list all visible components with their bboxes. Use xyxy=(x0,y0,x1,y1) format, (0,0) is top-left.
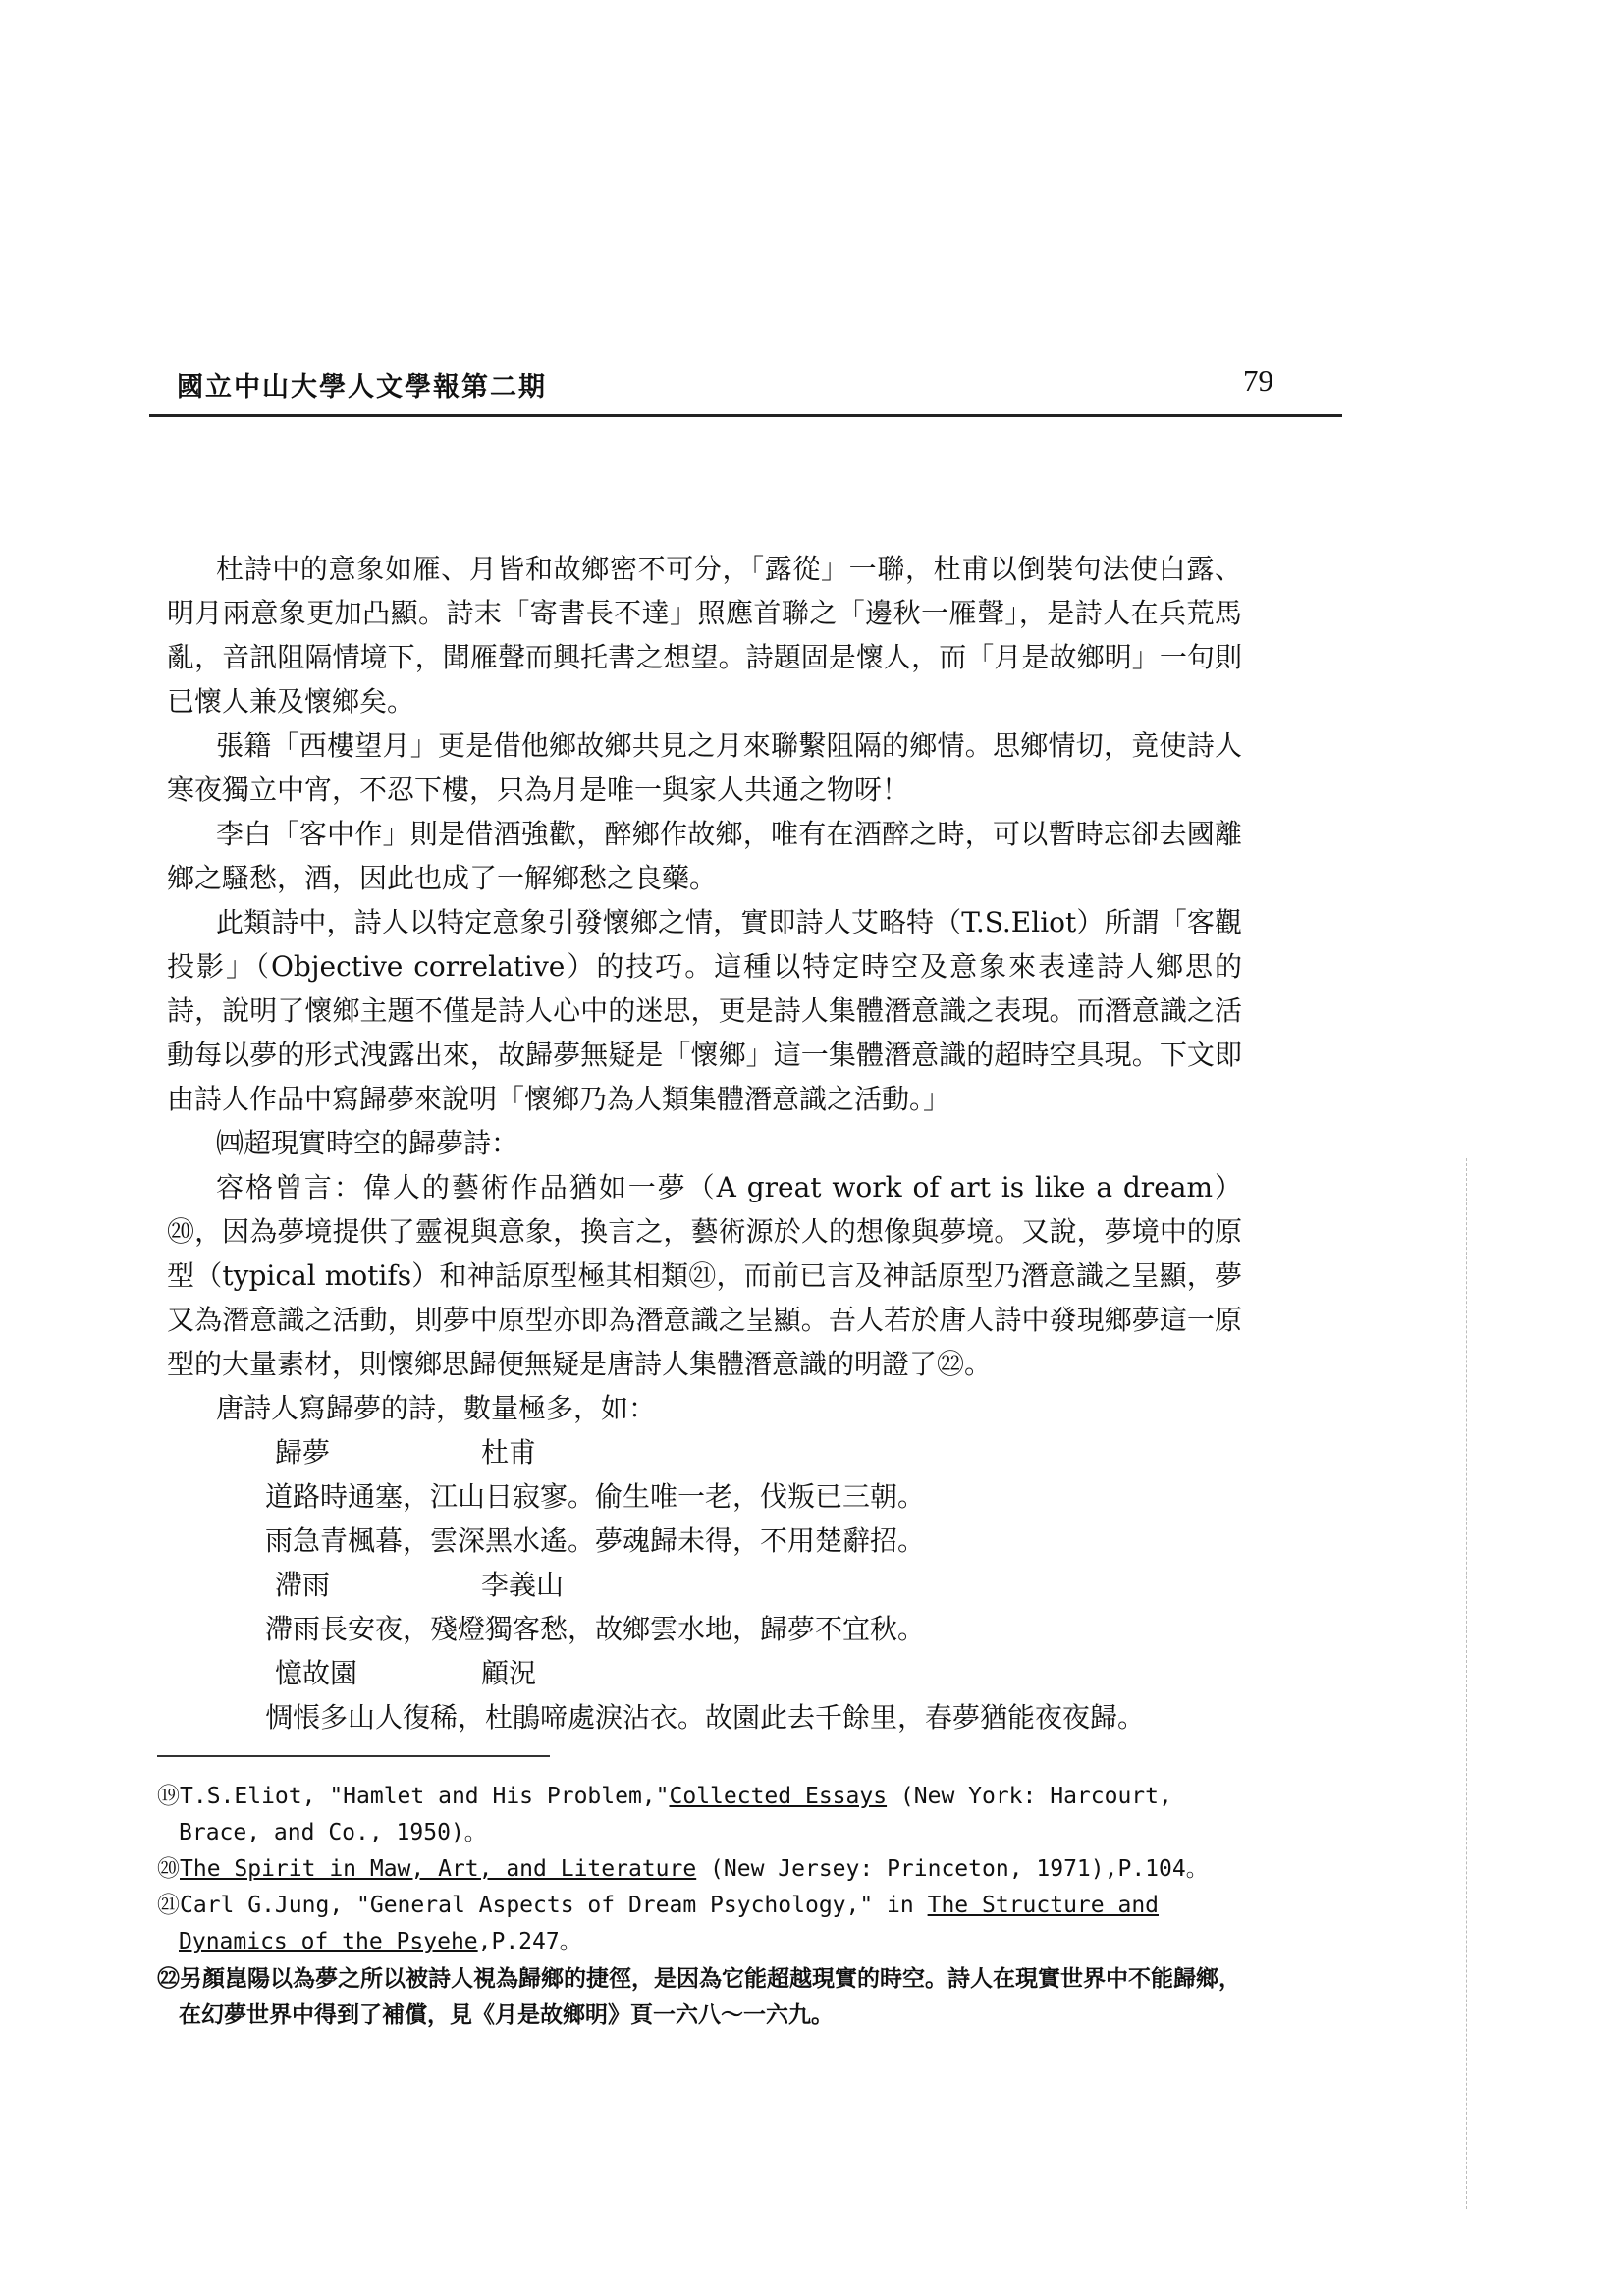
poem-title: 歸夢 xyxy=(275,1436,331,1468)
page-number: 79 xyxy=(1243,363,1273,398)
paragraph-jung: 容格曾言：偉人的藝術作品猶如一夢（A great work of art is like a dream）⑳，因為夢境提供了靈視與意象，換言之，藝術源於人的想像與夢境。又說，夢境中的原型（typical motifs）和神話原型極其相類㉑，而前已言及神話原型乃潛意識之呈顯，夢又為潛意識之活動，則夢中原型亦即為潛意識之呈顯。吾人若於唐人詩中發現鄉夢這一原型的大量素材，則懷鄉思歸便無疑是唐詩人集體潛意識的明證了㉒。 xyxy=(167,1171,1242,1380)
paragraph-objective-correlative: 此類詩中，詩人以特定意象引發懷鄉之情，實即詩人艾略特（T.S.Eliot）所謂「客觀投影」（Objective correlative）的技巧。這種以特定時空及意象來表達詩人鄉思的詩，說明了懷鄉主題不僅是詩人心中的迷思，更是詩人集體潛意識之表現。而潛意識之活動每以夢的形式洩露出來，故歸夢無疑是「懷鄉」這一集體潛意識的超時空具現。下文即由詩人作品中寫歸夢來說明「懷鄉乃為人類集體潛意識之活動。」 xyxy=(167,906,1242,1115)
poem-title-row xyxy=(167,1563,1242,1607)
poem-title: 憶故園 xyxy=(275,1657,358,1689)
poem-title: 滯雨 xyxy=(275,1569,331,1601)
paragraph-poem-intro: 唐詩人寫歸夢的詩，數量極多，如： xyxy=(216,1392,657,1424)
footnote-text: ,P.247。 xyxy=(477,1929,582,1954)
footnote-text: (New Jersey: Princeton, 1971),P.104。 xyxy=(696,1856,1209,1882)
footnote-book-title: The Spirit in Maw, Art, and Literature xyxy=(180,1856,697,1882)
footnote-mark: ⑳ xyxy=(157,1856,180,1882)
paragraph-li-bai: 李白「客中作」則是借酒強歡，醉鄉作故鄉，唯有在酒醉之時，可以暫時忘卻去國離鄉之騷愁，酒，因此也成了一解鄉愁之良藥。 xyxy=(167,818,1242,894)
poem-line: 惆悵多山人復稀，杜鵑啼處淚沾衣。故園此去千餘里，春夢猶能夜夜歸。 xyxy=(265,1701,1146,1734)
poem-line: 滯雨長安夜，殘燈獨客愁，故鄉雲水地，歸夢不宜秋。 xyxy=(265,1613,926,1645)
scan-edge-line xyxy=(1466,1158,1467,2209)
paragraph-zhang-ji: 張籍「西樓望月」更是借他鄉故鄉共見之月來聯繫阻隔的鄉情。思鄉情切，竟使詩人寒夜獨立中宵，不忍下樓，只為月是唯一與家人共通之物呀！ xyxy=(167,729,1242,806)
poem-title-row xyxy=(167,1651,1242,1695)
poem-line: 道路時通塞，江山日寂寥。偷生唯一老，伐叛已三朝。 xyxy=(265,1480,926,1513)
footnote-21 xyxy=(157,1888,1247,1960)
poem-author: 顧況 xyxy=(481,1657,537,1689)
footnote-22 xyxy=(157,1960,1247,2033)
footnotes xyxy=(157,1779,1247,2033)
footnote-text: T.S.Eliot, "Hamlet and His Problem," xyxy=(180,1784,670,1809)
paragraph-du-fu: 杜詩中的意象如雁、月皆和故鄉密不可分，「露從」一聯，杜甫以倒裝句法使白露、明月兩意象更加凸顯。詩末「寄書長不達」照應首聯之「邊秋一雁聲」，是詩人在兵荒馬亂，音訊阻隔情境下，聞雁聲而興托書之想望。詩題固是懷人，而「月是故鄉明」一句則已懷人兼及懷鄉矣。 xyxy=(167,553,1242,718)
footnote-text: (New York: Harcourt, Brace, and Co., 1950)。 xyxy=(179,1784,1172,1845)
footnote-mark: ㉒ xyxy=(157,1965,180,1992)
page-header xyxy=(149,363,1342,417)
footnote-mark: ⑲ xyxy=(157,1784,180,1809)
footnote-19 xyxy=(157,1779,1247,1851)
footnote-text: 另顏崑陽以為夢之所以被詩人視為歸鄉的捷徑，是因為它能超越現實的時空。詩人在現實世界中不能歸鄉，在幻夢世界中得到了補償，見《月是故鄉明》頁一六八～一六九。 xyxy=(179,1965,1241,2028)
poem-author: 杜甫 xyxy=(481,1436,537,1468)
footnote-book-title: The Structure and Dynamics of the Psyehe xyxy=(179,1893,1160,1954)
footnote-mark: ㉑ xyxy=(157,1893,180,1918)
footnote-text: Carl G.Jung, "General Aspects of Dream Psychology," in xyxy=(180,1893,928,1918)
body-text xyxy=(167,547,1242,1739)
journal-title: 國立中山大學人文學報第二期 xyxy=(177,372,547,402)
poem-author: 李義山 xyxy=(481,1569,565,1601)
footnote-20 xyxy=(157,1851,1247,1888)
poem-line: 雨急青楓暮，雲深黑水遙。夢魂歸未得，不用楚辭招。 xyxy=(265,1524,926,1557)
poem-title-row xyxy=(167,1430,1242,1474)
footnote-book-title: Collected Essays xyxy=(669,1784,888,1809)
footnote-rule xyxy=(157,1755,550,1757)
section-subhead: ㈣超現實時空的歸夢詩： xyxy=(216,1127,519,1159)
